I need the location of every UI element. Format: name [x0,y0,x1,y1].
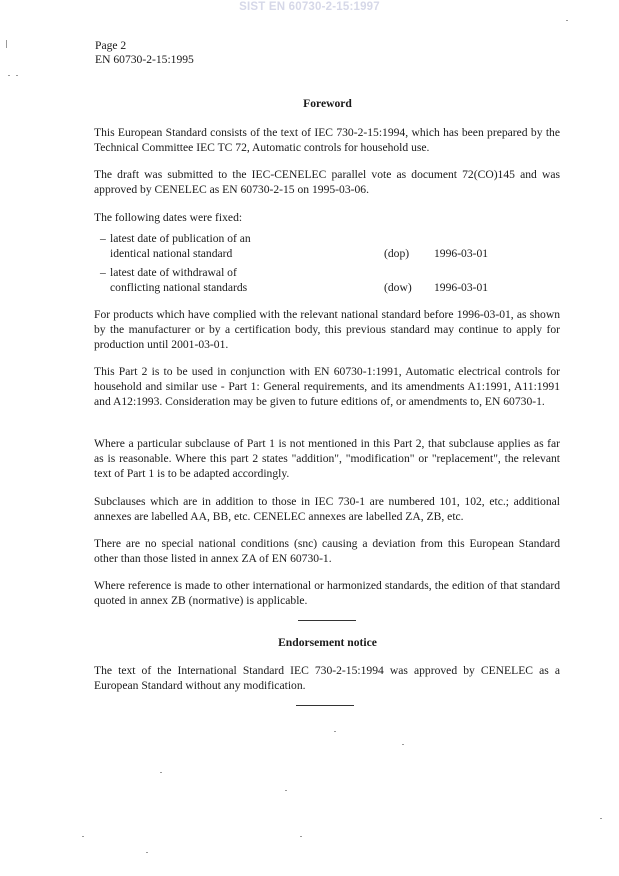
foreword-paragraph-2: The draft was submitted to the IEC-CENELEC parallel vote as document 72(CO)145 and was approved by CENELEC as EN 60730-2-15 on 1995-03-06. [94,168,560,196]
date-item-abbr: (dop) [384,247,410,260]
date-item-date: 1996-03-01 [434,281,489,294]
foreword-paragraph-4: For products which have complied with the relevant national standard before 1996-03-01, as shown by the manufacturer or by a certification body, this previous standard may continue to apply for production until 2001-03-01. [94,308,560,351]
foreword-paragraph-9: Where reference is made to other international or harmonized standards, the edition of that standard quoted in annex ZB (normative) is applicable. [94,579,560,607]
scan-speck [146,852,148,853]
date-item-line-1: latest date of withdrawal of [110,266,237,279]
scan-speck [6,40,7,48]
date-item-line-2: identical national standard [110,247,233,260]
scan-speck [600,818,602,819]
page-header [95,39,194,67]
foreword-paragraph-6: Where a particular subclause of Part 1 is not mentioned in this Part 2, that subclause applies as far as is reasonable. Where this part 2 states "addition", "modification" or "replacement", the relevant text of Part 1 is to be adapted accordingly. [94,437,560,480]
scan-speck [82,836,84,837]
date-item-description [110,265,310,295]
date-item-line-2: conflicting national standards [110,281,248,294]
scan-speck [566,20,568,21]
date-item-date: 1996-03-01 [434,247,489,260]
date-item-line-1: latest date of publication of an [110,232,251,245]
scan-speck [160,772,162,773]
scan-speck [16,75,18,76]
scan-speck [300,836,302,837]
date-item-description [110,231,310,261]
bullet-dash: – [100,232,106,245]
scan-speck [8,75,10,76]
watermark: SIST EN 60730-2-15:1997 [239,1,380,13]
foreword-paragraph-1: This European Standard consists of the text of IEC 730-2-15:1994, which has been prepared by the Technical Committee IEC TC 72, Automatic controls for household use. [94,126,560,154]
endorsement-title: Endorsement notice [278,636,377,649]
section-divider [298,620,356,621]
foreword-title: Foreword [303,97,352,110]
endorsement-paragraph: The text of the International Standard IEC 730-2-15:1994 was approved by CENELEC as a European Standard without any modification. [94,664,560,692]
end-divider [296,705,354,706]
scan-speck [334,731,336,732]
date-item-abbr: (dow) [384,281,412,294]
foreword-paragraph-7: Subclauses which are in addition to those in IEC 730-1 are numbered 101, 102, etc.; additional annexes are labelled AA, BB, etc. CENELEC annexes are labelled ZA, ZB, etc. [94,495,560,523]
foreword-paragraph-3: The following dates were fixed: [94,211,243,224]
bullet-dash: – [100,266,106,279]
scan-speck [285,790,287,791]
standard-number: EN 60730-2-15:1995 [95,53,194,66]
scan-speck [402,744,404,745]
page-number: Page 2 [95,39,127,52]
foreword-paragraph-5: This Part 2 is to be used in conjunction with EN 60730-1:1991, Automatic electrical controls for household and similar use - Part 1: General requirements, and its amendments A1:1991, A11:1991 and A12:1993. Consideration may be given to future editions of, or amendments to, EN 60730-1. [94,365,560,408]
foreword-paragraph-8: There are no special national conditions (snc) causing a deviation from this European Standard other than those listed in annex ZA of EN 60730-1. [94,537,560,565]
